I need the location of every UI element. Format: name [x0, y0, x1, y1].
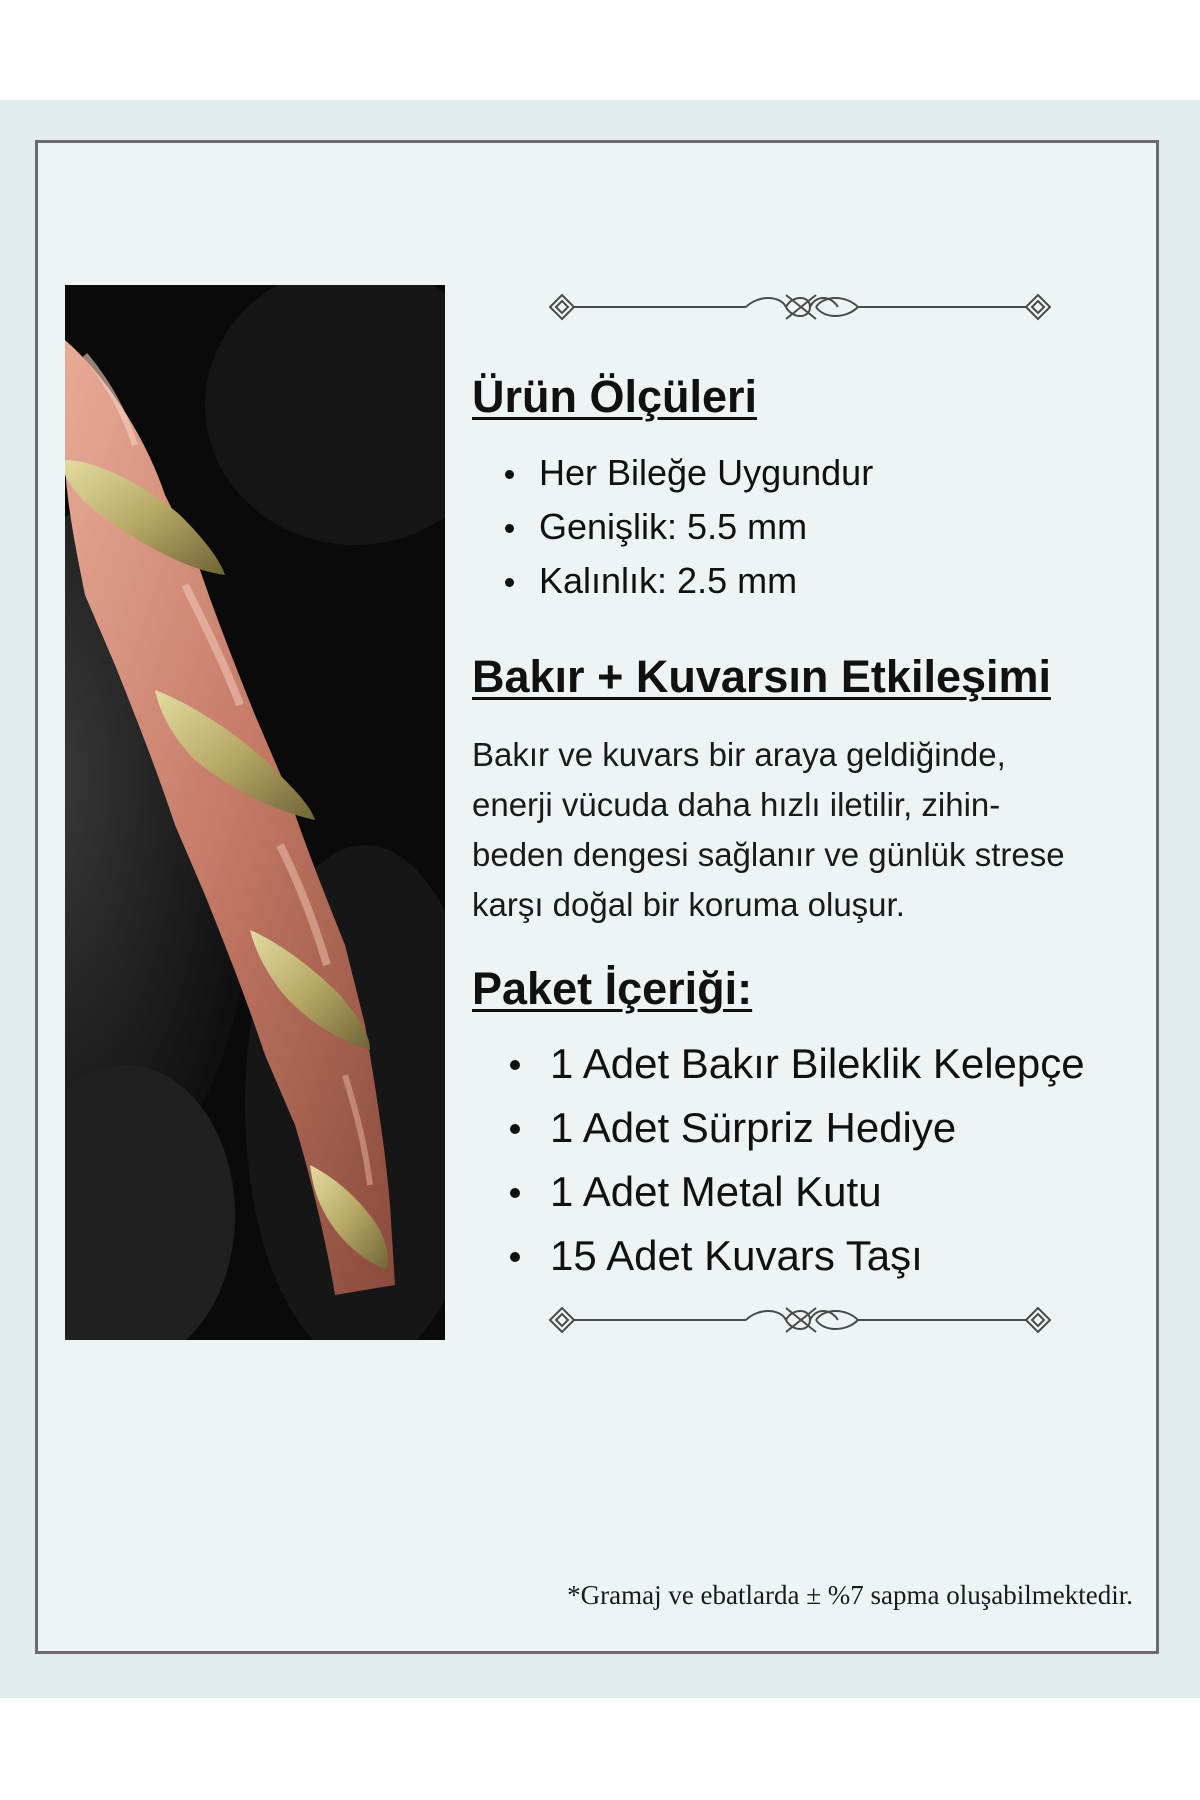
dimensions-list [472, 446, 1152, 608]
product-photo [65, 285, 445, 1340]
product-details [472, 370, 1152, 1288]
paragraph-line: karşı doğal bir koruma oluşur. [472, 886, 905, 923]
dimensions-heading: Ürün Ölçüleri [472, 371, 758, 422]
paragraph-line: Bakır ve kuvars bir araya geldiğinde, [472, 736, 1006, 773]
bracelet-image [65, 285, 445, 1340]
list-item: 1 Adet Metal Kutu [472, 1160, 1152, 1224]
paragraph-line: beden dengesi sağlanır ve günlük strese [472, 836, 1065, 873]
list-item: Her Bileğe Uygundur [472, 446, 1152, 500]
list-item: 15 Adet Kuvars Taşı [472, 1224, 1152, 1288]
interaction-paragraph [472, 730, 1152, 930]
interaction-heading: Bakır + Kuvarsın Etkileşimi [472, 651, 1052, 702]
package-list [472, 1032, 1152, 1288]
list-item: Kalınlık: 2.5 mm [472, 554, 1152, 608]
top-divider-ornament [548, 285, 1054, 329]
bottom-divider-ornament [548, 1298, 1054, 1342]
package-heading: Paket İçeriği: [472, 963, 753, 1014]
list-item: 1 Adet Sürpriz Hediye [472, 1096, 1152, 1160]
list-item: Genişlik: 5.5 mm [472, 500, 1152, 554]
list-item: 1 Adet Bakır Bileklik Kelepçe [472, 1032, 1152, 1096]
paragraph-line: enerji vücuda daha hızlı iletilir, zihin- [472, 786, 1001, 823]
tolerance-footnote: *Gramaj ve ebatlarda ± %7 sapma oluşabilmektedir. [567, 1580, 1133, 1610]
